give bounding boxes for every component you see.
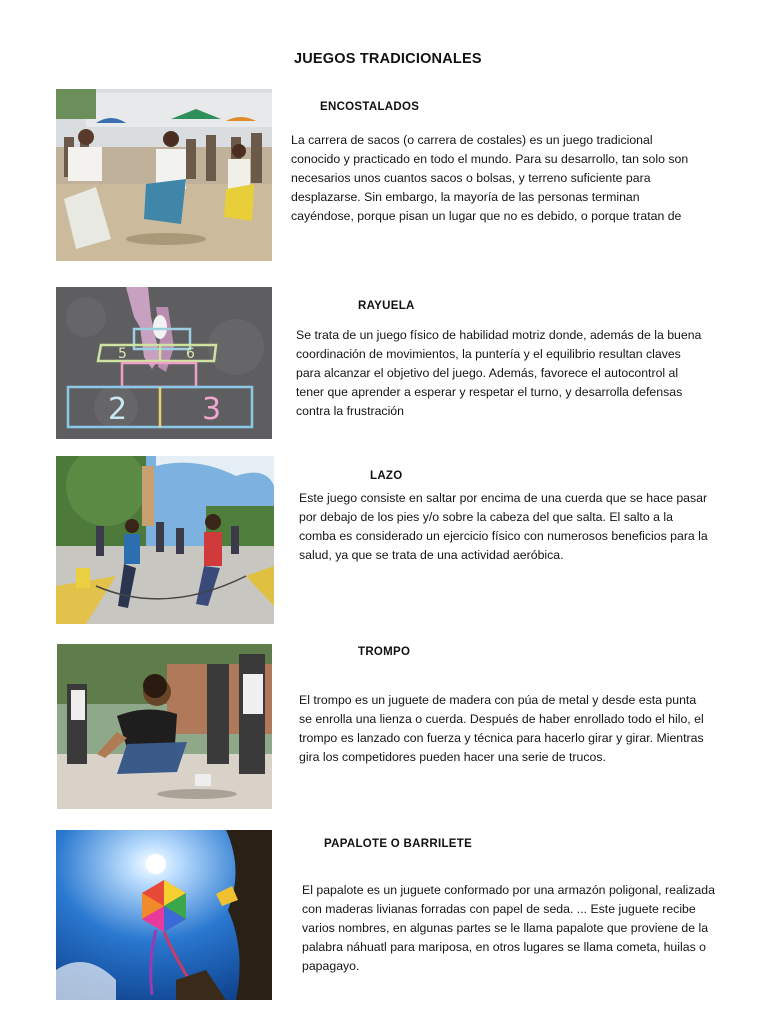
kite-photo — [56, 830, 272, 1000]
page-title: JUEGOS TRADICIONALES — [294, 51, 482, 67]
chalk-number-2: 2 — [108, 392, 128, 427]
section-heading-trompo: TROMPO — [358, 646, 411, 658]
chalk-number-3: 3 — [202, 392, 222, 427]
section-heading-lazo: LAZO — [370, 470, 403, 482]
section-heading-papalote: PAPALOTE O BARRILETE — [324, 838, 473, 850]
section-text-papalote: El papalote es un juguete conformado por una armazón poligonal, realizada con maderas livianas forradas con papel de seda. ... Este juguete recibe varios nombres, en algunas partes se le llama papalote que proviene de la palabra náhuatl para mariposa, en otros lugares se llama cometa, huilas o papagayo. — [302, 883, 715, 973]
chalk-number-6: 6 — [186, 346, 195, 362]
sack-race-photo — [56, 89, 272, 261]
chalk-number-5: 5 — [118, 346, 127, 362]
spinning-top-photo — [57, 644, 272, 809]
jump-rope-photo — [56, 456, 274, 624]
section-text-rayuela: Se trata de un juego físico de habilidad motriz donde, además de la buena coordinación de movimientos, la puntería y el equilibrio resultan claves para alcanzar el objetivo del juego. Además, favorece el autocontrol al tener que aprender a esperar y respetar el turno, y desarrolla defensas contra la frustración — [296, 328, 702, 418]
section-text-encostalados: La carrera de sacos (o carrera de costales) es un juego tradicional conocido y practicado en todo el mundo. Para su desarrollo, tan solo son necesarios unos cuantos sacos o bolsas, y terreno suficiente para desplazarse. Sin embargo, la mayoría de las personas terminan cayéndose, porque pisan un lugar que no es debido, o porque tratan de — [291, 133, 689, 223]
section-heading-rayuela: RAYUELA — [358, 300, 415, 312]
section-heading-encostalados: ENCOSTALADOS — [320, 101, 420, 113]
section-text-trompo: El trompo es un juguete de madera con púa de metal y desde esta punta se enrolla una lienza o cuerda. Después de haber enrollado todo el hilo, el trompo es lanzado con fuerza y técnica para hacerlo girar y girar. Mientras gira los competidores pueden hacer una serie de trucos. — [299, 693, 704, 764]
section-text-lazo: Este juego consiste en saltar por encima de una cuerda que se hace pasar por debajo de los pies y/o sobre la cabeza del que salta. El salto a la comba es considerado un ejercicio físico con numerosos beneficios para la salud, ya que se trata de una actividad aeróbica. — [299, 491, 708, 562]
hopscotch-photo — [56, 287, 272, 439]
